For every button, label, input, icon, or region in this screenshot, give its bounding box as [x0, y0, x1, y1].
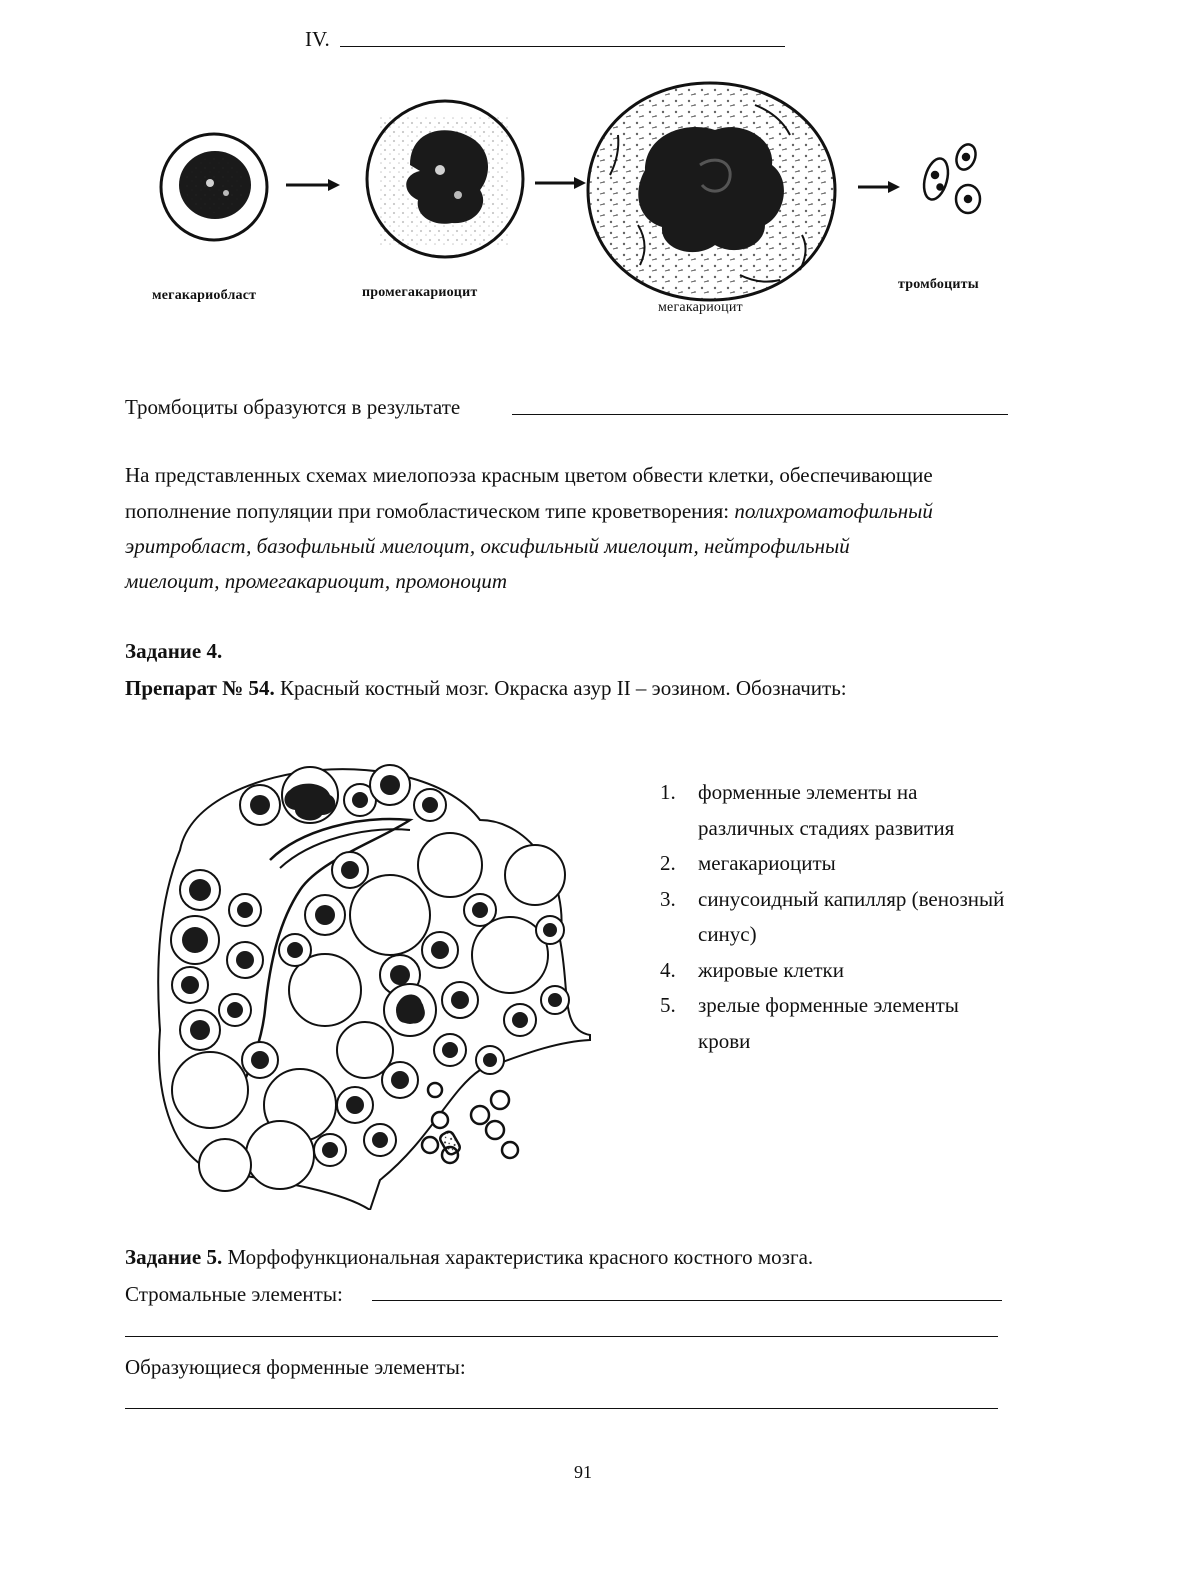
legend-item-4-line-1: жировые клетки	[698, 957, 844, 982]
task4-prep-number: Препарат № 54.	[125, 676, 275, 700]
task5-text: Морфофункциональная характеристика красного костного мозга.	[222, 1245, 814, 1269]
legend-item-2	[660, 846, 1004, 882]
megakaryocyte-cell	[588, 83, 835, 300]
caption-promegakaryocyte: промегакариоцит	[362, 285, 478, 300]
legend-item-1	[660, 775, 1004, 846]
instruction-line-2-italic: полихроматофильный	[734, 499, 933, 523]
legend-item-3	[660, 882, 1004, 953]
section-heading: IV.	[305, 27, 330, 51]
caption-megakaryoblast: мегакариобласт	[152, 288, 257, 303]
platelets-blank-line	[512, 414, 1008, 415]
platelets-sentence: Тромбоциты образуются в результате	[125, 395, 461, 419]
legend-item-4-number: 4.	[660, 957, 676, 982]
legend-item-5-line-2: крови	[698, 1028, 751, 1053]
thrombocytopoiesis-scheme	[140, 75, 1020, 330]
legend-item-5	[660, 988, 1004, 1059]
stroma-blank-line-1	[372, 1300, 1002, 1301]
heading-blank-line	[340, 46, 785, 47]
task5-title: Задание 5.	[125, 1245, 223, 1269]
instruction-line-4: миелоцит, промегакариоцит, промоноцит	[125, 569, 508, 593]
legend-item-1-line-1: форменные элементы на	[698, 780, 918, 804]
legend-item-3-line-2: синус)	[698, 922, 757, 946]
arrow-1	[286, 179, 340, 191]
legend-item-3-number: 3.	[660, 886, 676, 911]
caption-megakaryocyte: мегакариоцит	[658, 300, 743, 315]
caption-platelets: тромбоциты	[898, 277, 979, 292]
legend-item-3-line-1: синусоидный капилляр (венозный	[698, 886, 1005, 911]
legend-item-5-line-1: зрелые форменные элементы	[698, 993, 959, 1017]
task4-prep-text: Красный костный мозг. Окраска азур II – эозином. Обозначить:	[274, 676, 847, 700]
platelets	[920, 142, 980, 213]
task4-preparation	[125, 671, 847, 706]
legend-item-2-line-1: мегакариоциты	[698, 851, 836, 875]
stroma-label: Стромальные элементы:	[125, 1282, 343, 1306]
legend-list	[660, 775, 1004, 1059]
arrow-3	[858, 181, 900, 193]
legend-item-1-line-2: различных стадиях развития	[698, 815, 955, 840]
legend-item-1-number: 1.	[660, 780, 676, 804]
legend-item-2-number: 2.	[660, 851, 676, 875]
bone-marrow-drawing	[150, 760, 600, 1210]
formed-elements-label: Образующиеся форменные элементы:	[125, 1355, 466, 1379]
formed-elements-blank-line	[125, 1408, 998, 1409]
instruction-line-1: На представленных схемах миелопоэза красным цветом обвести клетки, обеспечивающие	[125, 463, 933, 487]
stroma-blank-line-2	[125, 1336, 998, 1337]
arrow-2	[535, 177, 586, 189]
task5-heading	[125, 1240, 813, 1275]
instruction-line-2	[125, 494, 933, 529]
legend-item-4	[660, 953, 1004, 989]
instruction-line-3: эритробласт, базофильный миелоцит, оксифильный миелоцит, нейтрофильный	[125, 534, 850, 558]
legend-item-5-number: 5.	[660, 993, 676, 1017]
instruction-line-2-regular: пополнение популяции при гомобластическом типе кроветворения:	[125, 499, 735, 523]
megakaryoblast-cell	[161, 134, 267, 240]
page-number: 91	[574, 1462, 592, 1482]
promegakaryocyte-cell	[367, 101, 523, 257]
task4-title: Задание 4.	[125, 639, 223, 663]
